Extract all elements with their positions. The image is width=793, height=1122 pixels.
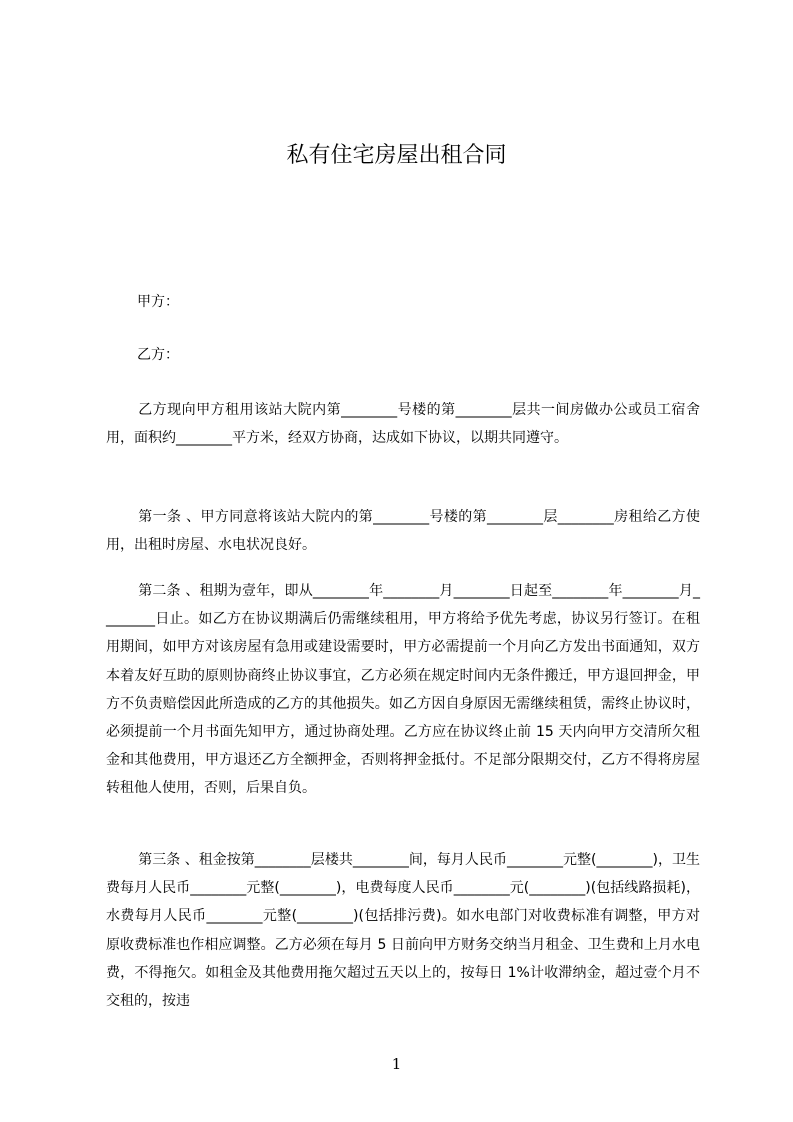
party-b-label: 乙方： (137, 347, 179, 363)
contract-title: 私有住宅房屋出租合同 (286, 143, 507, 168)
party-a-label: 甲方： (137, 294, 179, 310)
article-3-paragraph: 第三条 、租金按第________层楼共________间，每月人民币________元整(________)，卫生费每月人民币________元整(________)，电费每度人民币________元(________)(包括线路损耗)，水费每月人民币________元整(________)(包括排污费)。如水电部门对收费标准有调整，甲方对原收费标准也作相应调整。乙方必须在每月 5 日前向甲方财务交纳当月租金、卫生费和上月水电费，不得拖欠。如租金及其他费用拖欠超过五天以上的，按每日 1%计收滞纳金，超过壹个月不交租的，按违 (106, 852, 700, 1010)
article-1-paragraph: 第一条 、甲方同意将该站大院内的第________号楼的第________层________房租给乙方使用，出租时房屋、水电状况良好。 (106, 509, 700, 554)
intro-paragraph: 乙方现向甲方租用该站大院内第________号楼的第________层共一间房做办公或员工宿舍用，面积约________平方米，经双方协商，达成如下协议，以期共同遵守。 (106, 402, 700, 447)
page-number: 1 (391, 1055, 402, 1073)
article-2-paragraph: 第二条 、租期为壹年，即从________年________月________日起至________年________月________日止。如乙方在协议期满后仍需继续租用，甲方将给予优先考虑，协议另行签订。在租用期间，如甲方对该房屋有急用或建设需要时，甲方必需提前一个月向乙方发出书面通知，双方本着友好互助的原则协商终止协议事宜，乙方必须在规定时间内无条件搬迁，甲方退回押金，甲方不负责赔偿因此所造成的乙方的其他损失。如乙方因自身原因无需继续租赁，需终止协议时，必须提前一个月书面先知甲方，通过协商处理。乙方应在协议终止前 15 天内向甲方交清所欠租金和其他费用，甲方退还乙方全额押金，否则将押金抵付。不足部分限期交付，乙方不得将房屋转租他人使用，否则，后果自负。 (106, 583, 700, 797)
